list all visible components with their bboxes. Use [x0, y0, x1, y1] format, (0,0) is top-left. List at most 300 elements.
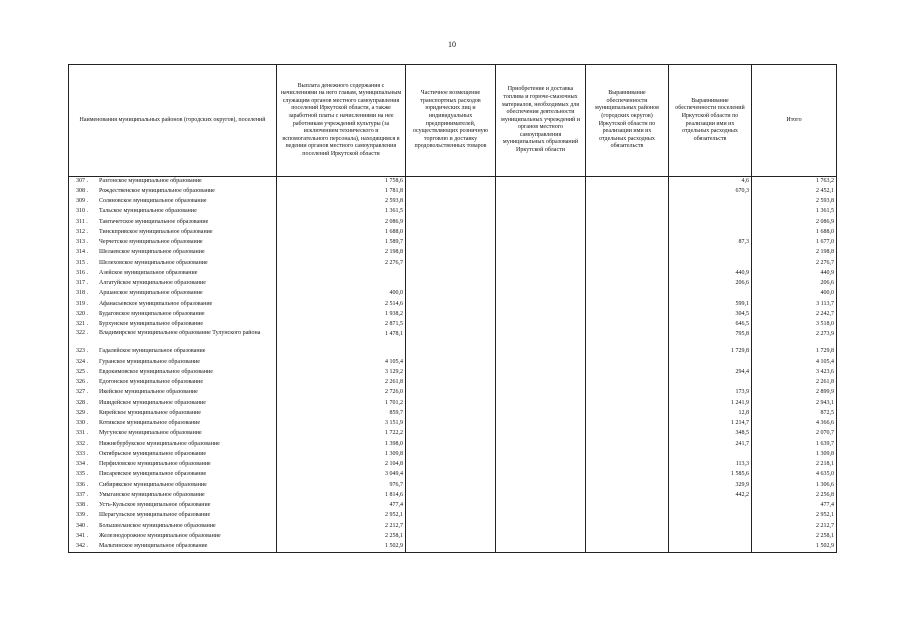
cell-settlements: 1 241,9 [669, 399, 752, 409]
cell-districts [586, 419, 669, 429]
cell-districts [586, 238, 669, 248]
row-name-cell [69, 289, 277, 299]
cell-fuel [496, 177, 586, 187]
cell-districts [586, 491, 669, 501]
row-number: 321 . [76, 321, 88, 327]
cell-districts [586, 320, 669, 330]
cell-salary: 2 261,8 [277, 378, 406, 388]
table-row [69, 248, 837, 258]
table-row [69, 511, 837, 521]
cell-total: 3 518,0 [752, 320, 837, 330]
row-number: 330 . [76, 420, 88, 426]
row-number: 332 . [76, 440, 88, 447]
row-number: 329 . [76, 409, 88, 416]
cell-settlements: 1 729,8 [669, 347, 752, 357]
cell-transport [406, 378, 496, 388]
cell-settlements: 87,3 [669, 238, 752, 248]
municipality-name: Умыганское муниципальное образование [99, 491, 205, 498]
cell-transport [406, 491, 496, 501]
table-row [69, 269, 837, 279]
cell-salary: 4 105,4 [277, 358, 406, 368]
row-name-cell [69, 409, 277, 419]
cell-fuel [496, 542, 586, 552]
cell-fuel [496, 347, 586, 357]
row-name-cell [69, 347, 277, 357]
cell-total: 872,5 [752, 409, 837, 419]
cell-fuel [496, 522, 586, 532]
table-row [69, 358, 837, 368]
municipality-name: Гадалейское муниципальное образование [99, 348, 206, 355]
cell-salary: 1 701,2 [277, 399, 406, 409]
cell-transport [406, 218, 496, 228]
header-total: Итого [752, 65, 837, 177]
cell-total: 2 593,8 [752, 197, 837, 207]
cell-total: 4 105,4 [752, 358, 837, 368]
cell-districts [586, 177, 669, 187]
table-row [69, 399, 837, 409]
cell-fuel [496, 532, 586, 542]
cell-total: 1 306,6 [752, 481, 837, 491]
row-number: 322 . [76, 330, 88, 337]
cell-fuel [496, 289, 586, 299]
cell-transport [406, 259, 496, 269]
table-row [69, 289, 837, 299]
cell-settlements [669, 511, 752, 521]
row-number: 312 . [76, 228, 88, 235]
cell-total: 3 113,7 [752, 300, 837, 310]
row-number: 318 . [76, 290, 88, 297]
table-row [69, 300, 837, 310]
cell-transport [406, 177, 496, 187]
municipality-name: Бурхунское муниципальное образование [99, 321, 204, 327]
cell-settlements [669, 218, 752, 228]
cell-total: 2 452,1 [752, 187, 837, 197]
cell-fuel [496, 358, 586, 368]
cell-fuel [496, 300, 586, 310]
cell-transport [406, 207, 496, 217]
cell-fuel [496, 330, 586, 347]
cell-total: 2 070,7 [752, 429, 837, 439]
cell-districts [586, 368, 669, 378]
cell-settlements [669, 378, 752, 388]
row-name-cell [69, 511, 277, 521]
cell-settlements [669, 532, 752, 542]
cell-fuel [496, 409, 586, 419]
row-number: 323 . [76, 348, 88, 355]
table-row [69, 259, 837, 269]
municipality-name: Владимирское муниципальное образование Тулунского района [99, 330, 261, 337]
row-name-cell [69, 330, 277, 347]
cell-transport [406, 197, 496, 207]
cell-transport [406, 532, 496, 542]
row-name-cell [69, 501, 277, 511]
cell-total: 2 943,1 [752, 399, 837, 409]
row-number: 307 . [76, 178, 88, 184]
row-number: 340 . [76, 522, 88, 529]
cell-total: 2 212,7 [752, 522, 837, 532]
row-number: 339 . [76, 512, 88, 519]
table-row [69, 368, 837, 378]
table-row [69, 460, 837, 470]
cell-fuel [496, 310, 586, 320]
row-name-cell [69, 259, 277, 269]
cell-total: 477,4 [752, 501, 837, 511]
cell-salary: 2 198,8 [277, 248, 406, 258]
cell-transport [406, 347, 496, 357]
table-row [69, 419, 837, 429]
table-row [69, 481, 837, 491]
cell-fuel [496, 269, 586, 279]
row-name-cell [69, 177, 277, 187]
table-row [69, 429, 837, 439]
cell-salary: 859,7 [277, 409, 406, 419]
cell-salary: 2 726,0 [277, 388, 406, 398]
cell-fuel [496, 388, 586, 398]
cell-districts [586, 460, 669, 470]
row-number: 315 . [76, 259, 88, 266]
municipality-name: Азейское муниципальное образование [99, 269, 198, 276]
cell-total: 1 677,0 [752, 238, 837, 248]
municipality-name: Алгатуйское муниципальное образование [99, 280, 206, 286]
header-salary: Выплата денежного содержания с начислениями на него главам, муниципальным служащим органов местного самоуправления поселений Иркутской области, а также заработной платы с начислениями на нее работникам учреждений культуры (за исключением технического и вспомогательного персонала), находящимся в ведении органов местного самоуправления поселений Иркутской области [277, 65, 406, 177]
row-number: 336 . [76, 481, 88, 488]
cell-salary: 1 688,0 [277, 228, 406, 238]
municipality-name: Соляновское муниципальное образование [99, 198, 207, 204]
cell-settlements: 12,8 [669, 409, 752, 419]
cell-fuel [496, 460, 586, 470]
table-row [69, 330, 837, 347]
row-number: 327 . [76, 389, 88, 396]
cell-districts [586, 187, 669, 197]
row-number: 308 . [76, 187, 88, 194]
row-number: 310 . [76, 208, 88, 215]
cell-settlements: 348,5 [669, 429, 752, 439]
cell-settlements [669, 197, 752, 207]
cell-fuel [496, 218, 586, 228]
cell-transport [406, 511, 496, 521]
cell-districts [586, 358, 669, 368]
row-name-cell [69, 187, 277, 197]
municipality-name: Евдокимовское муниципальное образование [99, 368, 213, 375]
cell-settlements [669, 259, 752, 269]
cell-fuel [496, 470, 586, 480]
cell-total: 400,0 [752, 289, 837, 299]
municipality-name: Будаговское муниципальное образование [99, 310, 205, 317]
cell-total: 2 198,8 [752, 248, 837, 258]
cell-total: 1 361,5 [752, 207, 837, 217]
cell-settlements: 206,6 [669, 279, 752, 289]
row-number: 326 . [76, 379, 88, 385]
cell-salary: 1 722,2 [277, 429, 406, 439]
cell-transport [406, 187, 496, 197]
cell-transport [406, 279, 496, 289]
table-row [69, 177, 837, 187]
cell-fuel [496, 207, 586, 217]
cell-districts [586, 347, 669, 357]
table-row [69, 378, 837, 388]
cell-salary: 1 309,8 [277, 450, 406, 460]
row-number: 311 . [76, 218, 88, 225]
municipality-name: Афанасьевское муниципальное образование [99, 300, 213, 307]
municipality-name: Аршанское муниципальное образование [99, 290, 203, 297]
table-row [69, 522, 837, 532]
table-row [69, 197, 837, 207]
cell-transport [406, 310, 496, 320]
cell-total: 2 242,7 [752, 310, 837, 320]
cell-districts [586, 481, 669, 491]
row-name-cell [69, 429, 277, 439]
row-name-cell [69, 450, 277, 460]
cell-salary: 2 871,5 [277, 320, 406, 330]
cell-transport [406, 238, 496, 248]
cell-districts [586, 300, 669, 310]
cell-salary: 976,7 [277, 481, 406, 491]
cell-salary: 2 593,8 [277, 197, 406, 207]
row-name-cell [69, 522, 277, 532]
row-number: 337 . [76, 491, 88, 498]
cell-fuel [496, 491, 586, 501]
cell-fuel [496, 320, 586, 330]
cell-transport [406, 388, 496, 398]
row-name-cell [69, 388, 277, 398]
row-name-cell [69, 419, 277, 429]
municipality-name: Кирейское муниципальное образование [99, 409, 201, 416]
cell-districts [586, 388, 669, 398]
row-number: 325 . [76, 368, 88, 375]
table-row [69, 218, 837, 228]
row-number: 324 . [76, 358, 88, 365]
municipality-name: Мугунское муниципальное образование [99, 430, 202, 437]
cell-settlements [669, 207, 752, 217]
row-number: 338 . [76, 502, 88, 508]
municipality-name: Тальское муниципальное образование [99, 208, 197, 215]
cell-settlements: 795,8 [669, 330, 752, 347]
cell-total: 1 639,7 [752, 440, 837, 450]
cell-transport [406, 542, 496, 552]
row-number: 309 . [76, 198, 88, 204]
row-name-cell [69, 481, 277, 491]
row-name-cell [69, 197, 277, 207]
cell-settlements: 4,6 [669, 177, 752, 187]
cell-districts [586, 378, 669, 388]
cell-salary: 2 104,8 [277, 460, 406, 470]
cell-fuel [496, 481, 586, 491]
cell-fuel [496, 238, 586, 248]
row-name-cell [69, 279, 277, 289]
cell-districts [586, 289, 669, 299]
cell-salary: 400,0 [277, 289, 406, 299]
table-row [69, 207, 837, 217]
row-number: 335 . [76, 471, 88, 478]
cell-fuel [496, 187, 586, 197]
row-name-cell [69, 269, 277, 279]
cell-total: 1 688,0 [752, 228, 837, 238]
cell-salary [277, 279, 406, 289]
municipality-name: Перфиловское муниципальное образование [99, 461, 211, 467]
cell-transport [406, 450, 496, 460]
cell-settlements: 1 214,7 [669, 419, 752, 429]
cell-fuel [496, 501, 586, 511]
municipality-name: Разгонское муниципальное образование [99, 178, 202, 184]
page-number: 10 [448, 40, 456, 49]
cell-salary: 1 589,7 [277, 238, 406, 248]
cell-transport [406, 289, 496, 299]
row-name-cell [69, 368, 277, 378]
municipality-name: Черчетское муниципальное образование [99, 239, 203, 245]
cell-transport [406, 320, 496, 330]
header-fuel: Приобретение и доставка топлива и горюче-смазочных материалов, необходимых для обеспечения деятельности муниципальных учреждений и органов местного самоуправления муниципальных образований Иркутской области [496, 65, 586, 177]
cell-transport [406, 399, 496, 409]
cell-total: 1 309,8 [752, 450, 837, 460]
cell-districts [586, 207, 669, 217]
cell-salary: 2 952,1 [277, 511, 406, 521]
cell-fuel [496, 511, 586, 521]
row-name-cell [69, 532, 277, 542]
cell-fuel [496, 419, 586, 429]
municipality-name: Сибирякское муниципальное образование [99, 481, 207, 488]
cell-transport [406, 300, 496, 310]
cell-salary: 2 212,7 [277, 522, 406, 532]
budget-table [68, 64, 837, 553]
row-name-cell [69, 399, 277, 409]
row-name-cell [69, 378, 277, 388]
cell-settlements [669, 358, 752, 368]
cell-transport [406, 358, 496, 368]
cell-districts [586, 330, 669, 347]
cell-districts [586, 429, 669, 439]
table-row [69, 491, 837, 501]
cell-districts [586, 310, 669, 320]
cell-salary: 1 781,8 [277, 187, 406, 197]
cell-settlements [669, 228, 752, 238]
municipality-name: Большееланское муниципальное образование [99, 522, 216, 529]
row-name-cell [69, 238, 277, 248]
table-row [69, 320, 837, 330]
cell-salary: 1 398,0 [277, 440, 406, 450]
cell-fuel [496, 429, 586, 439]
cell-settlements: 113,3 [669, 460, 752, 470]
cell-districts [586, 399, 669, 409]
cell-total: 4 635,0 [752, 470, 837, 480]
municipality-name: Ишидейское муниципальное образование [99, 399, 206, 406]
table-row [69, 347, 837, 357]
cell-fuel [496, 440, 586, 450]
cell-total: 1 763,2 [752, 177, 837, 187]
cell-settlements: 304,5 [669, 310, 752, 320]
cell-settlements: 241,7 [669, 440, 752, 450]
cell-settlements [669, 450, 752, 460]
municipality-name: Котикское муниципальное образование [99, 420, 201, 426]
cell-salary: 477,4 [277, 501, 406, 511]
row-number: 342 . [76, 543, 88, 549]
cell-districts [586, 511, 669, 521]
table-row [69, 542, 837, 552]
cell-districts [586, 501, 669, 511]
municipality-name: Нижнебурбукское муниципальное образование [99, 440, 220, 447]
table-row [69, 532, 837, 542]
table-row [69, 440, 837, 450]
cell-total: 3 423,6 [752, 368, 837, 378]
cell-total: 2 273,9 [752, 330, 837, 347]
cell-districts [586, 440, 669, 450]
cell-settlements [669, 248, 752, 258]
cell-settlements [669, 501, 752, 511]
row-name-cell [69, 320, 277, 330]
cell-salary [277, 347, 406, 357]
cell-settlements [669, 522, 752, 532]
cell-transport [406, 481, 496, 491]
municipality-name: Тамтачетское муниципальное образование [99, 218, 209, 225]
municipality-name: Писаревское муниципальное образование [99, 471, 207, 478]
row-number: 341 . [76, 532, 88, 539]
cell-salary [277, 269, 406, 279]
cell-salary: 1 361,5 [277, 207, 406, 217]
municipality-name: Железнодорожное муниципальное образование [99, 532, 221, 539]
table-row [69, 409, 837, 419]
cell-total: 2 218,1 [752, 460, 837, 470]
table-row [69, 279, 837, 289]
cell-salary: 1 478,1 [277, 330, 406, 347]
cell-total: 2 899,9 [752, 388, 837, 398]
cell-salary: 3 049,4 [277, 470, 406, 480]
municipality-name: Усть-Кульское муниципальное образование [99, 502, 211, 508]
row-number: 316 . [76, 269, 88, 276]
row-name-cell [69, 207, 277, 217]
cell-transport [406, 248, 496, 258]
cell-districts [586, 197, 669, 207]
table-row [69, 450, 837, 460]
table-body [69, 177, 837, 553]
cell-settlements [669, 542, 752, 552]
table-row [69, 470, 837, 480]
cell-salary: 3 151,9 [277, 419, 406, 429]
cell-fuel [496, 197, 586, 207]
cell-transport [406, 419, 496, 429]
municipality-name: Рождественское муниципальное образование [99, 187, 215, 194]
municipality-name: Шелаевское муниципальное образование [99, 249, 205, 256]
cell-transport [406, 470, 496, 480]
cell-districts [586, 259, 669, 269]
cell-total: 2 256,8 [752, 491, 837, 501]
municipality-name: Едогонское муниципальное образование [99, 379, 204, 385]
row-number: 313 . [76, 239, 88, 245]
cell-salary: 2 276,7 [277, 259, 406, 269]
row-number: 334 . [76, 461, 88, 467]
cell-total: 2 258,1 [752, 532, 837, 542]
cell-total: 2 261,8 [752, 378, 837, 388]
cell-districts [586, 218, 669, 228]
cell-districts [586, 522, 669, 532]
table-row [69, 228, 837, 238]
cell-settlements: 1 585,6 [669, 470, 752, 480]
cell-settlements: 599,1 [669, 300, 752, 310]
cell-salary: 1 502,9 [277, 542, 406, 552]
cell-districts [586, 532, 669, 542]
row-name-cell [69, 358, 277, 368]
row-number: 331 . [76, 430, 88, 437]
cell-transport [406, 440, 496, 450]
cell-total: 1 502,9 [752, 542, 837, 552]
table-row [69, 501, 837, 511]
table-row [69, 238, 837, 248]
row-number: 328 . [76, 399, 88, 406]
municipality-name: Гуранское муниципальное образование [99, 358, 200, 365]
cell-fuel [496, 399, 586, 409]
cell-total: 4 366,6 [752, 419, 837, 429]
cell-districts [586, 228, 669, 238]
cell-salary: 2 514,6 [277, 300, 406, 310]
cell-total: 1 729,8 [752, 347, 837, 357]
